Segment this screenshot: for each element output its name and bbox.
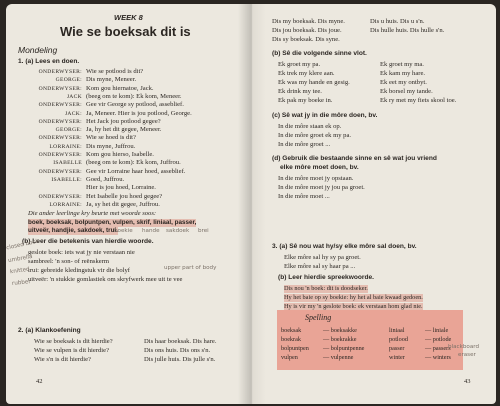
dialogue-line: Wie se potlood is dit? — [86, 68, 144, 75]
speaker-label: GEORGE: — [55, 77, 82, 84]
handwritten-note: blackboard — [448, 344, 480, 350]
dialogue-line: Ja, hy het dit gegee, Meneer. — [86, 126, 162, 134]
dialogue-line: Kom gou hierso, Isabelle. — [86, 151, 154, 158]
spelling-word: passer — [389, 345, 405, 352]
page-number-left: 42 — [36, 378, 43, 385]
sentence: In die môre groet ... — [278, 141, 331, 148]
spelling-word: — vulpenne — [323, 354, 354, 361]
dialogue-line: (beeg om te kom): Ek kom, Juffrou. — [86, 159, 181, 167]
speaker-label: LORRAINE: — [49, 143, 82, 150]
speaker-label: ONDERWYSER: — [38, 118, 82, 125]
speaker-label: ONDERWYSER: — [38, 193, 82, 200]
sentence: Ek groet my pa. — [278, 61, 321, 68]
sentence: Ek drink my tee. — [278, 88, 322, 95]
dialogue-line: Ja, sy het dit gegee, Juffrou. — [86, 200, 160, 208]
sentence: In die môre moet jy opstaan. — [278, 175, 354, 182]
dialogue-line: (beeg om te kom): Ek kom, Meneer. — [86, 92, 182, 100]
spelling-word: liniaal — [389, 327, 405, 334]
speaker-label: JACK: — [64, 110, 82, 117]
spelling-word: — boekrakke — [323, 336, 357, 343]
sentence: In die môre moet jy jou pa groet. — [278, 184, 365, 191]
klank-line: Wie se boeksak is dit hierdie? — [34, 338, 113, 345]
exercise-3a-header: 3. (a) Sê nou wat hy/sy elke môre sal doen, bv. — [272, 243, 417, 250]
sentence: Ek ry met my fiets skool toe. — [380, 97, 457, 104]
exercise-3b-header: (b) Leer hierdie spreekwoorde. — [278, 274, 375, 281]
dialogue-line: Wie se hoed is dit? — [86, 134, 136, 142]
handwritten-note: knitted — [9, 266, 31, 276]
sentence: Elke môre sal hy sy pa groet. — [284, 254, 361, 261]
left-page — [6, 4, 252, 404]
handwritten-note: hande — [142, 228, 160, 234]
handwritten-note: boekie — [114, 228, 133, 234]
sentence: Elke môre sal sy haar pa ... — [284, 263, 356, 270]
spelling-word: — bolpuntpenne — [323, 345, 365, 352]
spelling-box — [277, 310, 463, 370]
speaker-label: LORRAINE: — [49, 201, 82, 208]
dialogue-line: Ja, Meneer. Hier is jou potlood, George. — [86, 109, 192, 117]
handwritten-note: closed book — [6, 238, 40, 252]
meaning-line: sambreel: 'n son- of reënskerm — [28, 258, 110, 265]
speaker-label: ISABELLE — [53, 160, 82, 167]
page-number-right: 43 — [464, 378, 471, 385]
spelling-word: — passers — [425, 345, 451, 352]
proverb: Hy is vir my 'n geslote boek: ek verstaan hom glad nie. — [284, 303, 423, 310]
dialogue-line: Het Jack jou potlood gegee? — [86, 117, 161, 125]
handwritten-note: rubber — [11, 279, 31, 287]
proverb: Hy het baie op sy boekie: hy het al baie kwaad gedoen. — [284, 294, 423, 301]
klank-line: Wie se vulpen is dit hierdie? — [34, 347, 109, 354]
exercise-c-header: (c) Sê wat jy in die môre doen, bv. — [272, 112, 378, 119]
speaker-label: ONDERWYSER: — [38, 152, 82, 158]
dialogue-note: Die ander leerlinge kry beurte met woorde soos: — [28, 210, 157, 217]
speaker-label: ONDERWYSER: — [38, 135, 82, 142]
speaker-label: ONDERWYSER: — [38, 69, 82, 75]
dialogue-line: Gee vir George sy potlood, asseblief. — [86, 101, 184, 109]
spelling-word: bolpuntpen — [281, 345, 309, 352]
spelling-word: — liniale — [425, 327, 449, 334]
speaker-label: ONDERWYSER: — [38, 85, 82, 92]
week-label: WEEK 8 — [114, 13, 143, 22]
right-page — [252, 4, 496, 404]
exercise-1b-header: (b) Leer die betekenis van hierdie woorde. — [22, 238, 154, 245]
sentence: In die môre staan ek op. — [278, 123, 342, 130]
speaker-label: ONDERWYSER: — [38, 168, 82, 175]
meaning-line: uitveër: 'n stukkie gomlastiek om skryfwerk mee uit te vee — [28, 276, 183, 283]
handwritten-note: umbrella — [7, 253, 34, 265]
dialogue-line: Hier is jou hoed, Lorraine. — [86, 184, 156, 192]
spelling-title: Spelling — [305, 313, 332, 322]
dialogue-line: Dis myne, Meneer. — [86, 76, 137, 84]
exercise-2a-header: 2. (a) Klankoefening — [18, 327, 81, 334]
spelling-word: boekrak — [281, 336, 301, 343]
sentence: Ek trek my klere aan. — [278, 70, 335, 77]
spelling-word: — boeksakke — [323, 327, 357, 334]
dialogue-line: Gee vir Lorraine haar hoed, asseblief. — [86, 167, 186, 175]
spelling-word: — winters — [425, 354, 451, 361]
dialogue-line: Het Isabelle jou hoed gegee? — [86, 192, 163, 200]
proverb: Dis nou 'n boek: dit is doodseker. — [284, 285, 368, 292]
sentence: Ek eet my ontbyt. — [380, 79, 427, 86]
sentence: In die môre moet ... — [278, 193, 330, 200]
dialogue-line: Kom gou hiernatoe, Jack. — [86, 84, 154, 92]
possessive-line: Dis jou boeksak. Dis joue. — [272, 27, 342, 34]
sentence: Ek was my hande en gesig. — [278, 79, 350, 86]
sentence: Ek groet my ma. — [380, 61, 424, 68]
speaker-label: ONDERWYSER: — [38, 102, 82, 109]
meaning-line: geslote boek: iets wat jy nie verstaan nie — [28, 249, 135, 256]
possessive-line: Dis hulle huis. Dis hulle s'n. — [370, 27, 445, 34]
spelling-word: — potlode — [425, 336, 452, 343]
sentence: Ek pak my boeke in. — [278, 97, 333, 104]
exercise-b-header: (b) Sê die volgende sinne vlot. — [272, 50, 367, 57]
page-title: Wie se boeksak dit is — [60, 24, 191, 39]
sentence: Ek kam my hare. — [380, 70, 426, 77]
word-list-line-1: boek, boeksak, bolpuntpen, vulpen, skrif, liniaal, passer, — [28, 219, 197, 226]
word-list-line-2: uitveër, handjie, sakdoek, trui. — [28, 227, 118, 234]
speaker-label: ISABELLE: — [51, 176, 82, 183]
sentence: Ek borsel my tande. — [380, 88, 433, 95]
handwritten-note: eraser — [458, 352, 476, 358]
spelling-word: potlood — [389, 336, 408, 343]
spelling-word: boeksak — [281, 327, 302, 334]
possessive-line: Dis u huis. Dis u s'n. — [370, 18, 425, 25]
speaker-label: GEORGE: — [55, 127, 82, 134]
klank-line: Dis ons huis. Dis ons s'n. — [144, 347, 211, 354]
dialogue-line: Goed, Juffrou. — [86, 175, 125, 183]
meaning-line: trui: gebreide kledingstuk vir die bolyf — [28, 267, 130, 274]
spelling-word: vulpen — [281, 354, 298, 361]
exercise-1a-header: 1. (a) Lees en doen. — [18, 58, 80, 65]
possessive-line: Dis sy boeksak. Dis syne. — [272, 36, 340, 43]
klank-line: Dis haar boeksak. Dis hare. — [144, 338, 217, 345]
section-heading: Mondeling — [18, 45, 58, 55]
handwritten-note: sakdoek — [166, 228, 190, 234]
sentence: In die môre groet ek my pa. — [278, 132, 352, 139]
dialogue-line: Dis myne, Juffrou. — [86, 142, 136, 150]
speaker-label: JACK — [66, 93, 82, 100]
possessive-line: Dis my boeksak. Dis myne. — [272, 18, 345, 25]
klank-line: Dis julle huis. Dis julle s'n. — [144, 356, 216, 363]
spelling-word: winter — [389, 354, 405, 361]
handwritten-note: upper part of body — [164, 265, 217, 271]
exercise-d-header: (d) Gebruik die bestaande sinne en sê wat jou vriend — [272, 155, 437, 162]
klank-line: Wie s'n is dit hierdie? — [34, 356, 91, 363]
handwritten-note: brei — [198, 228, 209, 234]
exercise-d-header-cont: elke môre moet doen, bv. — [280, 164, 359, 171]
